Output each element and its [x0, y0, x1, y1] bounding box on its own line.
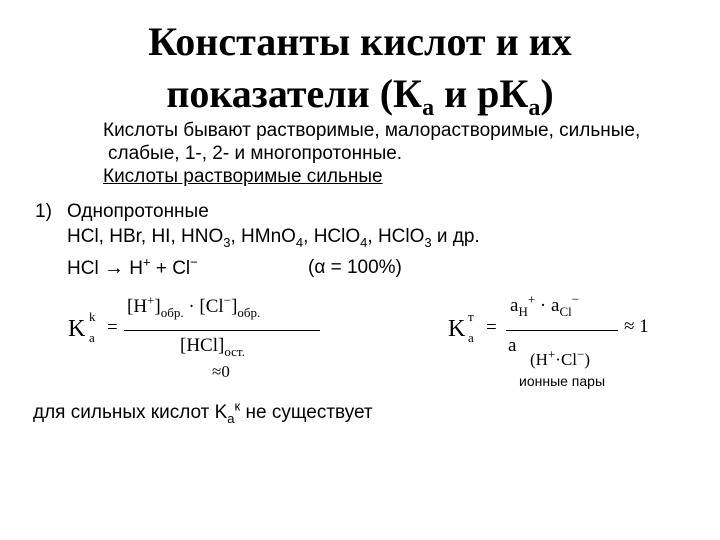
- title-subscript-b: а: [528, 95, 541, 121]
- reaction-alpha: (α = 100%): [308, 257, 402, 278]
- kak-fraction-bar: [124, 330, 320, 331]
- reaction-cl: + Cl: [150, 258, 191, 279]
- reaction-minus-charge: −: [190, 254, 198, 270]
- den-ost: ост.: [224, 343, 245, 359]
- acid-sub-3b: 3: [424, 234, 432, 250]
- title-text-c: ): [540, 71, 554, 116]
- kak-symbol: K: [68, 316, 86, 342]
- num-plus-charge: +: [147, 292, 155, 308]
- ion-pair-minus: −: [577, 346, 585, 362]
- kat-superscript: т: [468, 309, 474, 324]
- acid-list-b: , HMnO: [230, 226, 296, 247]
- num-a2: · a: [535, 295, 560, 316]
- acid-sub-4a: 4: [295, 234, 304, 250]
- num-a-cl: Cl: [559, 303, 572, 319]
- title-text-b: и рК: [434, 71, 529, 116]
- kat-denominator: a: [508, 335, 517, 356]
- conclusion-text: [33, 398, 373, 426]
- ion-pair: [530, 346, 591, 370]
- num-h: [H: [127, 296, 148, 317]
- num-cl: · [Cl: [183, 296, 224, 317]
- conclusion-b: не существует: [240, 402, 373, 423]
- conclusion-sub: а: [227, 410, 235, 426]
- section-title: Однопротонные: [67, 201, 209, 222]
- reaction-h: H: [129, 258, 143, 279]
- title-text-a: показатели (К: [166, 71, 423, 116]
- kat-fraction-bar: [506, 330, 618, 331]
- acid-sub-3: 3: [223, 234, 231, 250]
- intro-line-2: слабые, 1-, 2- и многопротонные.: [108, 143, 403, 164]
- ion-pair-end: ): [584, 350, 591, 369]
- ion-pair-caption: ионные пары: [519, 373, 606, 389]
- num-a-h: H: [518, 303, 528, 319]
- num-minus-charge: −: [223, 292, 232, 308]
- acid-list-d: , HClO: [367, 226, 425, 247]
- kak-numerator: [127, 292, 261, 320]
- num-obr-1: обр.: [160, 304, 184, 320]
- acid-list-a: HCl, HBr, HI, HNO: [67, 226, 224, 247]
- reaction-arrow-icon: →: [103, 257, 124, 279]
- kat-approx-one: ≈ 1: [624, 316, 649, 337]
- conclusion-a: для сильных кислот K: [33, 402, 228, 423]
- slide-title-line1: Константы кислот и их: [148, 19, 572, 64]
- kat-subscript: a: [468, 330, 474, 345]
- ion-pair-plus: +: [547, 346, 556, 362]
- den-hcl: [HCl]: [180, 335, 225, 356]
- dissociation-reaction: [67, 254, 198, 280]
- acid-list-e: и др.: [431, 226, 480, 247]
- num-a1: a: [510, 295, 519, 316]
- den-approx-zero: ≈0: [212, 362, 230, 381]
- intro-line-1: Кислоты бывают растворимые, малорастворимые, сильные,: [103, 120, 641, 141]
- ion-pair-cl: ·Cl: [555, 350, 578, 369]
- acid-list: [67, 226, 480, 248]
- kat-symbol: K: [448, 316, 466, 342]
- num-a-minus: −: [571, 291, 580, 307]
- num-obr-2: обр.: [237, 304, 261, 320]
- kak-superscript: k: [89, 309, 96, 324]
- reaction-plus-charge: +: [142, 254, 151, 270]
- slide-title-line2: [0, 70, 720, 124]
- kat-equals: =: [486, 317, 497, 338]
- kat-numerator: [510, 291, 580, 319]
- reaction-left: HCl: [67, 258, 99, 279]
- acid-list-c: , HClO: [303, 226, 361, 247]
- kak-denominator: [180, 335, 245, 357]
- num-h-end: ]: [154, 296, 161, 317]
- section-number: 1): [35, 201, 52, 222]
- kak-equals: =: [107, 317, 118, 338]
- acid-sub-4b: 4: [360, 234, 368, 250]
- title-subscript-a: а: [422, 95, 435, 121]
- num-a-plus: +: [527, 291, 536, 307]
- ion-pair-h: (H: [530, 350, 548, 369]
- conclusion-sup: к: [234, 398, 241, 414]
- num-cl-end: ]: [231, 296, 238, 317]
- intro-heading: Кислоты растворимые сильные: [103, 166, 383, 187]
- kak-subscript: a: [89, 330, 95, 345]
